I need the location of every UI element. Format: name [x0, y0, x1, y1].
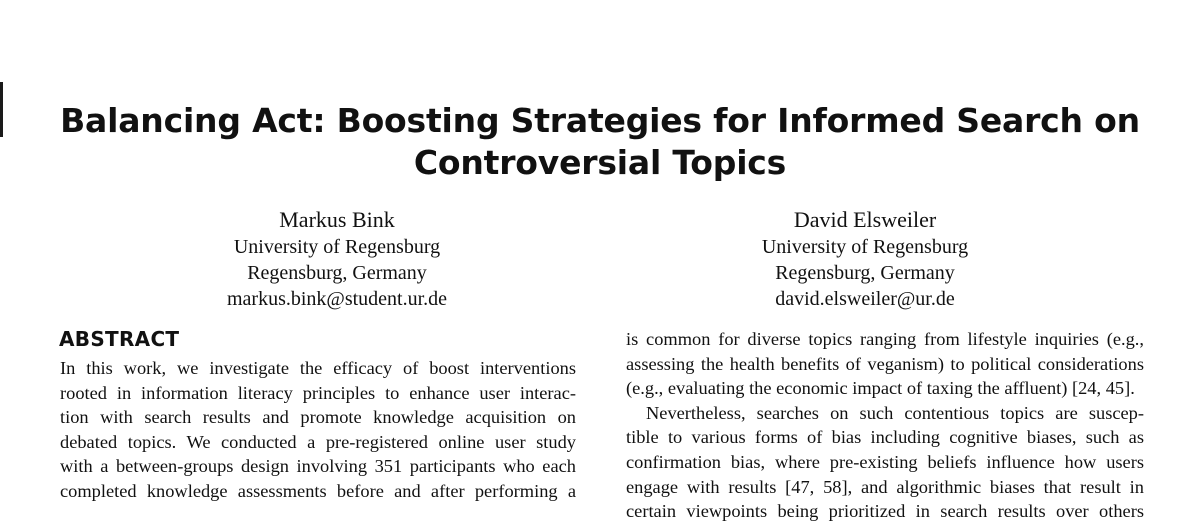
author-affiliation: University of Regensburg	[761, 236, 969, 258]
text-line: certain viewpoints being prioritized in search results over others	[626, 501, 1144, 522]
paper-title	[0, 100, 1200, 184]
text-line: tible to various forms of bias including cognitive biases, such as	[626, 427, 1144, 448]
text-line: debated topics. We conducted a pre-registered online user study	[60, 431, 576, 452]
author-location: Regensburg, Germany	[247, 262, 427, 284]
author-block	[655, 206, 1075, 312]
title-line: Controversial Topics	[413, 143, 787, 182]
text-line: tion with search results and promote knowledge acquisition on	[60, 407, 576, 428]
title-line: Balancing Act: Boosting Strategies for Informed Search on	[60, 101, 1140, 140]
text-line: confirmation bias, where pre-existing beliefs influence how users	[626, 451, 1144, 472]
author-location: Regensburg, Germany	[775, 262, 955, 284]
text-line: Nevertheless, searches on such contentious topics are suscep-	[646, 402, 1144, 423]
text-line: engage with results [47, 58], and algorithmic biases that result in	[626, 476, 1144, 497]
introduction-body	[626, 327, 1144, 524]
text-line: assessing the health benefits of veganism) to political considerations	[626, 353, 1144, 374]
text-line: (e.g., evaluating the economic impact of taxing the affluent) [24, 45].	[626, 378, 1135, 399]
author-email[interactable]: markus.bink@student.ur.de	[226, 288, 448, 310]
abstract-heading: ABSTRACT	[59, 327, 180, 351]
author-email[interactable]: david.elsweiler@ur.de	[775, 288, 955, 310]
author-name: Markus Bink	[279, 207, 395, 232]
text-line: completed knowledge assessments before and after performing a	[60, 480, 576, 501]
author-affiliation: University of Regensburg	[233, 236, 441, 258]
text-line: rooted in information literacy principles to enhance user interac-	[60, 382, 576, 403]
author-block	[127, 206, 547, 312]
text-line: In this work, we investigate the efficacy of boost interventions	[60, 358, 576, 378]
text-line: with a between-groups design involving 351 participants who each	[60, 456, 576, 477]
abstract-body	[60, 356, 576, 504]
author-name: David Elsweiler	[793, 207, 937, 232]
text-line: is common for diverse topics ranging from lifestyle inquiries (e.g.,	[626, 329, 1144, 349]
